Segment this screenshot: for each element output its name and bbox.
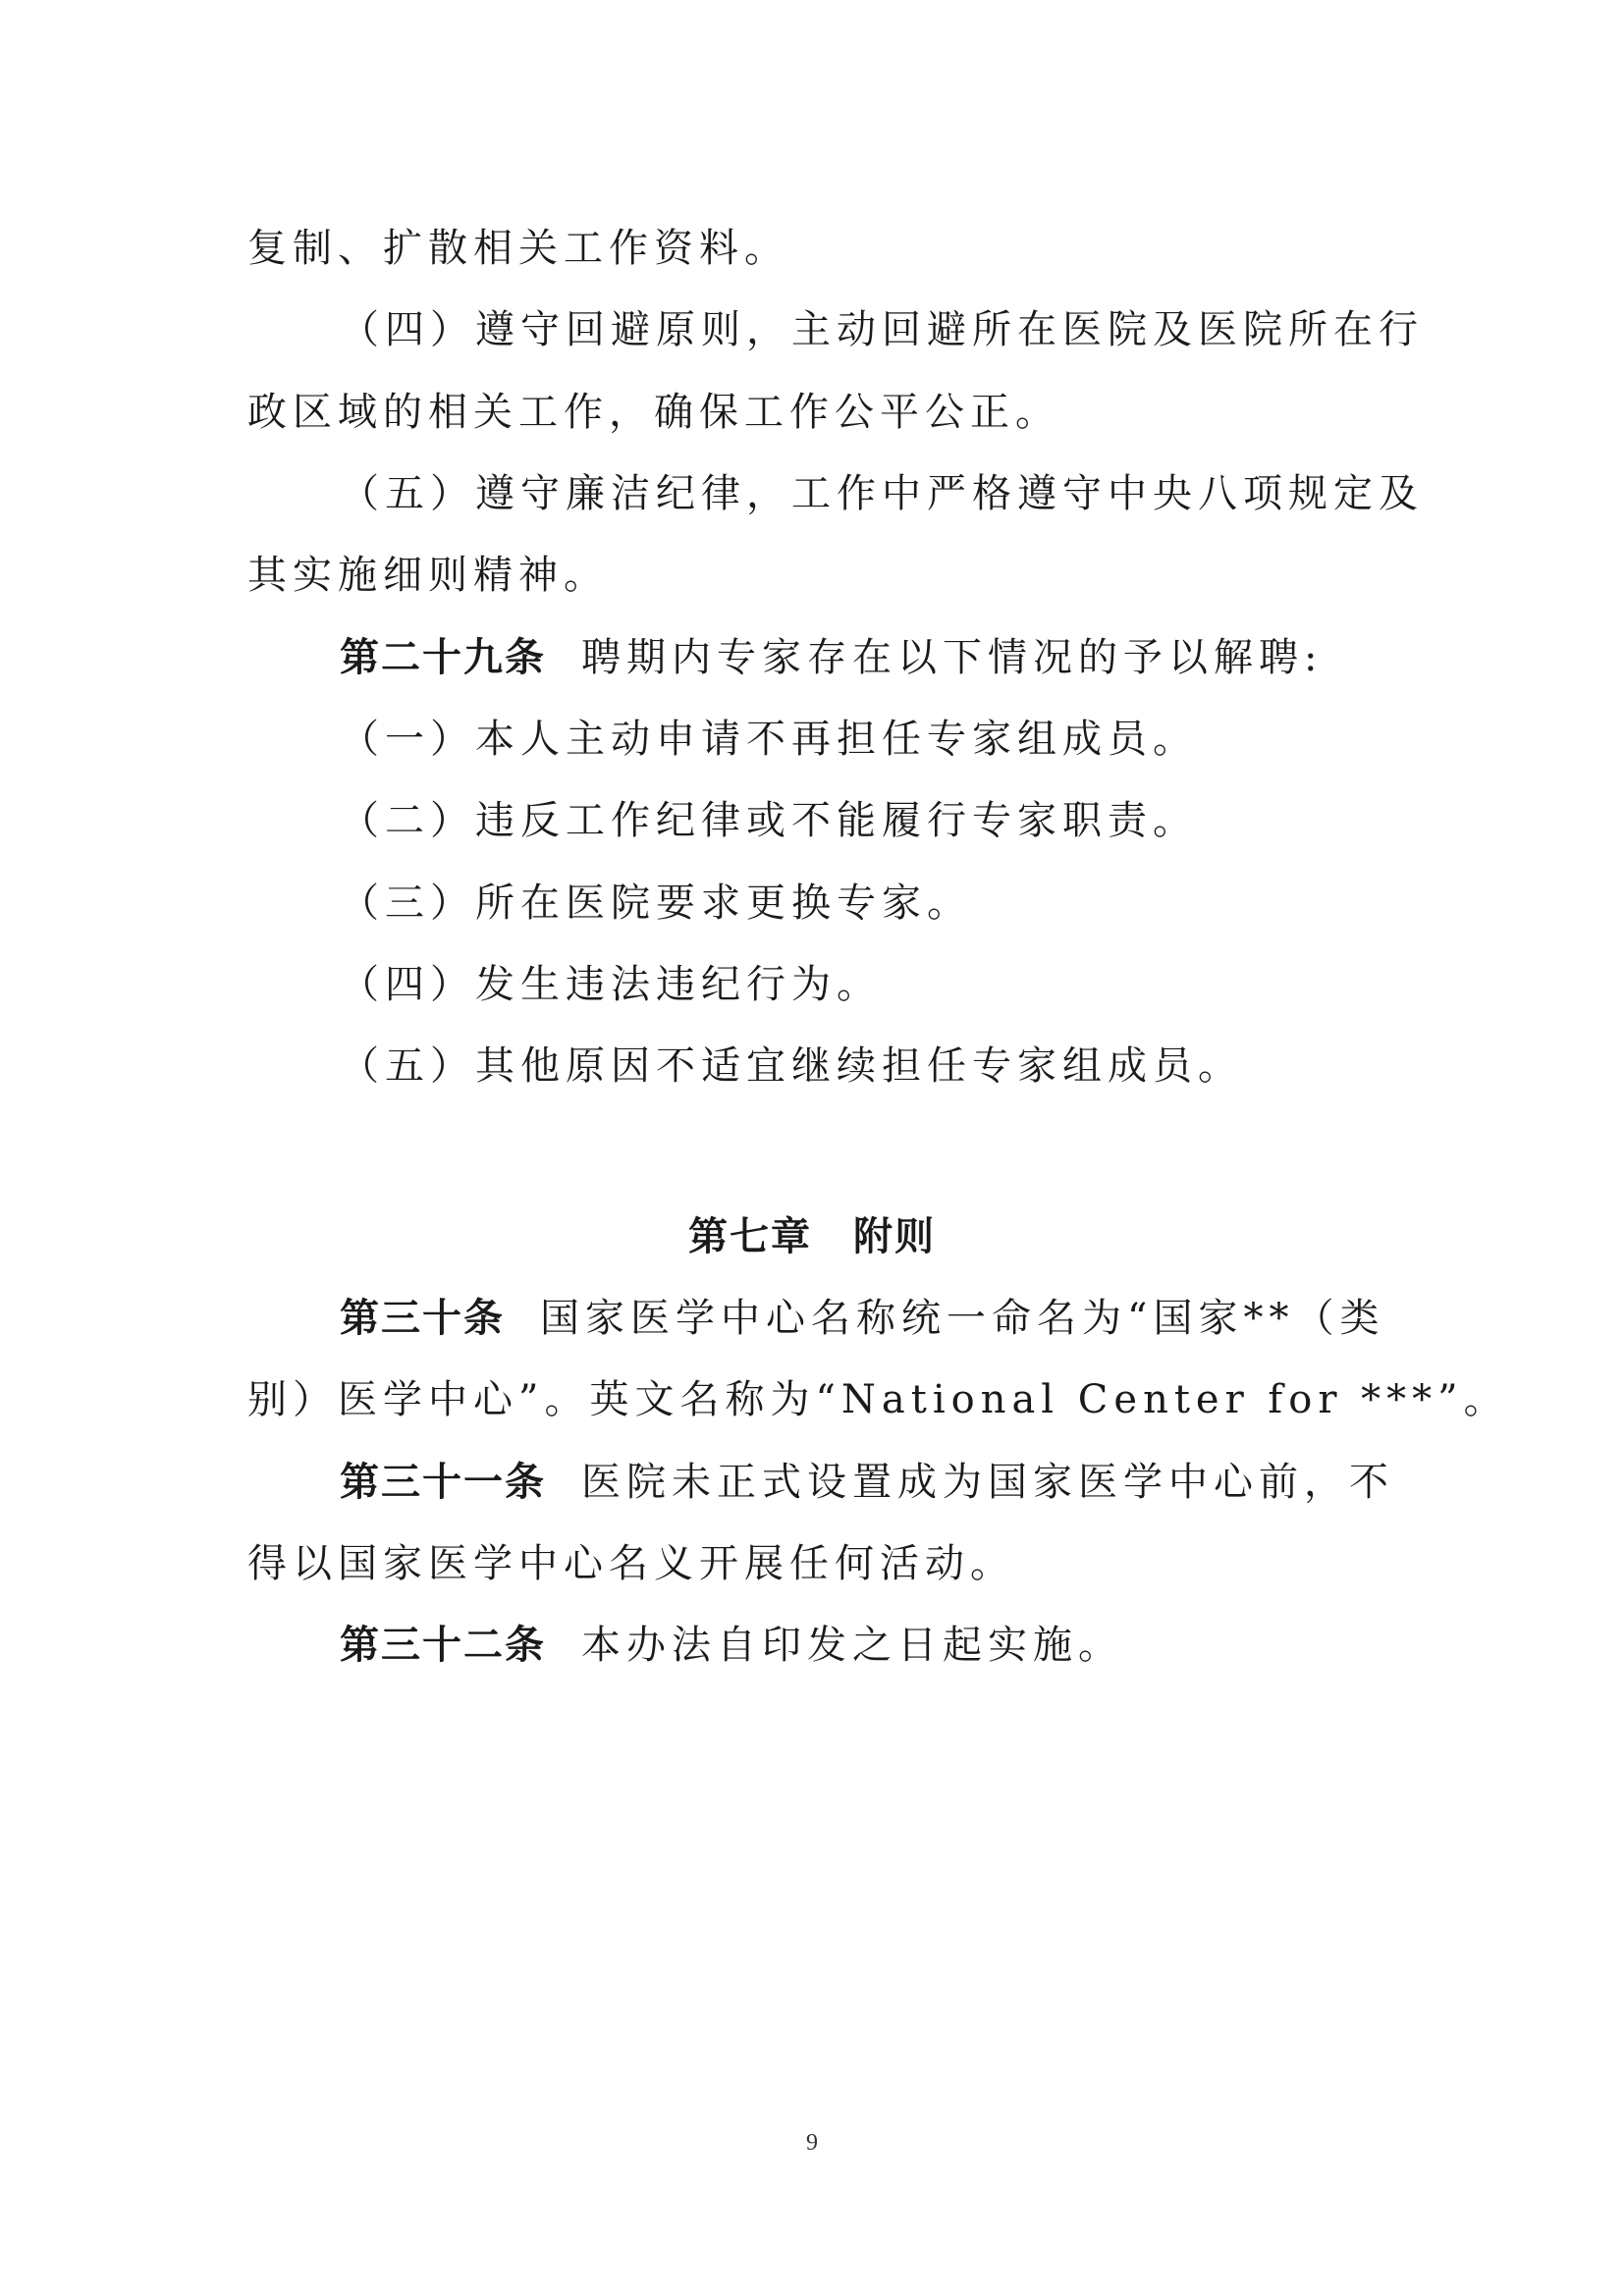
paragraph-line: 复制、扩散相关工作资料。 [247, 226, 789, 271]
article-text: 国家医学中心名称统一命名为“国家**（类 [540, 1296, 1385, 1341]
article-text: 聘期内专家存在以下情况的予以解聘: [581, 635, 1324, 680]
article-label: 第三十条 [340, 1296, 505, 1341]
list-item: （一）本人主动申请不再担任专家组成员。 [340, 717, 1198, 762]
paragraph-line: 政区域的相关工作，确保工作公平公正。 [247, 390, 1060, 435]
paragraph-line: （四）遵守回避原则，主动回避所在医院及医院所在行 [340, 307, 1424, 352]
article-text: 医院未正式设置成为国家医学中心前，不 [581, 1460, 1394, 1505]
list-item: （五）其他原因不适宜继续担任专家组成员。 [340, 1043, 1243, 1089]
article-31 [340, 1455, 1394, 1510]
list-item: （三）所在医院要求更换专家。 [340, 881, 972, 926]
page-number: 9 [806, 2130, 818, 2156]
paragraph-line: 得以国家医学中心名义开展任何活动。 [247, 1541, 1015, 1586]
article-30 [340, 1291, 1384, 1346]
paragraph-line: 别）医学中心”。英文名称为“National Center for ***”。 [247, 1377, 1509, 1422]
paragraph-line: 其实施细则精神。 [247, 553, 609, 598]
article-text: 本办法自印发之日起实施。 [581, 1623, 1123, 1668]
chapter-title: 第七章 附则 [688, 1214, 936, 1259]
paragraph-line: （五）遵守廉洁纪律，工作中严格遵守中央八项规定及 [340, 471, 1424, 516]
list-item: （四）发生违法违纪行为。 [340, 962, 882, 1007]
article-label: 第三十二条 [340, 1623, 546, 1668]
article-32 [340, 1618, 1123, 1673]
article-29 [340, 630, 1323, 685]
article-label: 第三十一条 [340, 1460, 546, 1505]
article-label: 第二十九条 [340, 635, 546, 680]
list-item: （二）违反工作纪律或不能履行专家职责。 [340, 798, 1198, 843]
